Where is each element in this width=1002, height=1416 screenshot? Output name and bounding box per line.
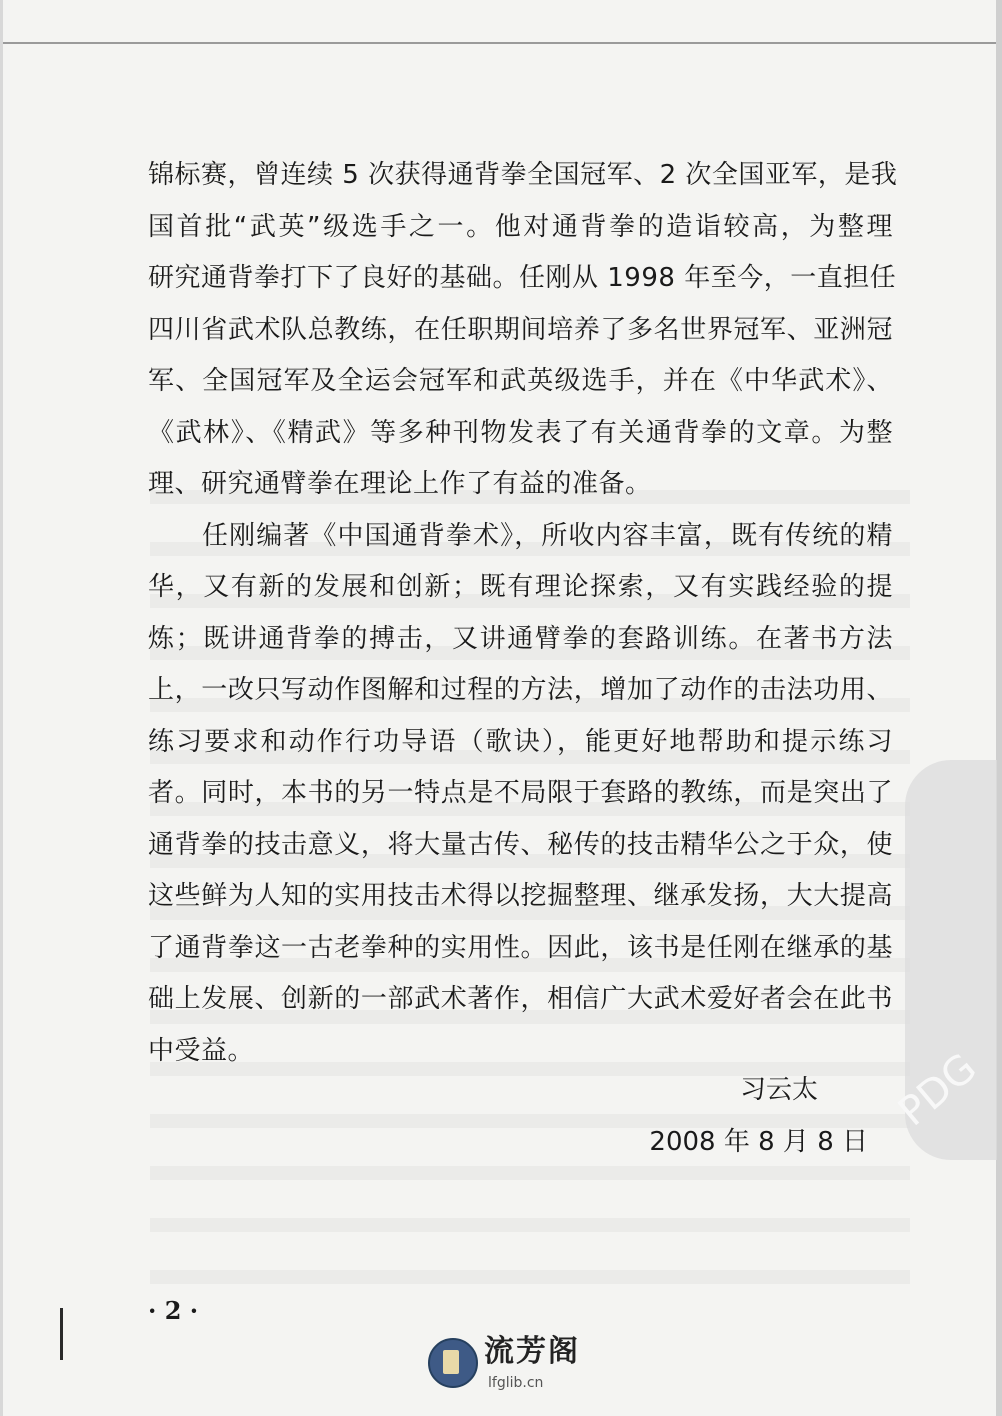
logo-title: 流芳阁 xyxy=(484,1334,580,1369)
text-line: 锦标赛，曾连续 5 次获得通背拳全国冠军、2 次全国亚军，是我 xyxy=(148,160,898,190)
text-line: 理、研究通臂拳在理论上作了有益的准备。 xyxy=(148,469,652,499)
body-text xyxy=(148,150,898,1077)
right-page-edge xyxy=(996,0,1002,1416)
text-line: 中受益。 xyxy=(148,1035,255,1066)
page-number: · 2 · xyxy=(148,1296,199,1325)
text-line: 者。同时，本书的另一特点是不局限于套路的教练，而是突出了 xyxy=(148,778,893,808)
logo-url: lfglib.cn xyxy=(488,1375,544,1391)
text-line: 这些鲜为人知的实用技击术得以挖掘整理、继承发扬，大大提高 xyxy=(148,881,893,911)
author-signature: 习云太 xyxy=(739,1075,818,1105)
signature-date: 2008 年 8 月 8 日 xyxy=(649,1127,868,1157)
left-page-edge xyxy=(0,0,3,1416)
text-line: 军、全国冠军及全运会冠军和武英级选手，并在《中华武术》、 xyxy=(148,366,893,396)
text-line: 上，一改只写动作图解和过程的方法，增加了动作的击法功用、 xyxy=(148,675,893,705)
text-line: 任刚编著《中国通背拳术》，所收内容丰富，既有传统的精 xyxy=(202,520,893,551)
text-line: 了通背拳这一古老拳种的实用性。因此，该书是任刚在继承的基 xyxy=(148,932,893,963)
text-line: 炼；既讲通背拳的搏击，又讲通臂拳的套路训练。在著书方法 xyxy=(148,623,893,654)
site-logo[interactable] xyxy=(428,1334,588,1398)
text-line: 国首批“武英”级选手之一。他对通背拳的造诣较高，为整理 xyxy=(148,211,893,242)
text-line: 通背拳的技击意义，将大量古传、秘传的技击精华公之于众，使 xyxy=(148,829,893,860)
text-line: 华，又有新的发展和创新；既有理论探索，又有实践经验的提 xyxy=(148,572,893,602)
text-line: 础上发展、创新的一部武术著作，相信广大武术爱好者会在此书 xyxy=(148,984,893,1014)
watermark-pdg: PDG xyxy=(890,1044,986,1136)
top-rule xyxy=(0,42,1002,44)
text-line: 四川省武术队总教练，在任职期间培养了多名世界冠军、亚洲冠 xyxy=(148,314,893,345)
text-line: 研究通背拳打下了良好的基础。任刚从 1998 年至今，一直担任 xyxy=(148,263,897,293)
text-line: 《武林》、《精武》等多种刊物发表了有关通背拳的文章。为整 xyxy=(148,417,893,448)
book-seal-icon xyxy=(428,1338,478,1388)
binding-mark xyxy=(60,1308,63,1360)
text-line: 练习要求和动作行功导语（歌诀），能更好地帮助和提示练习 xyxy=(148,726,893,757)
